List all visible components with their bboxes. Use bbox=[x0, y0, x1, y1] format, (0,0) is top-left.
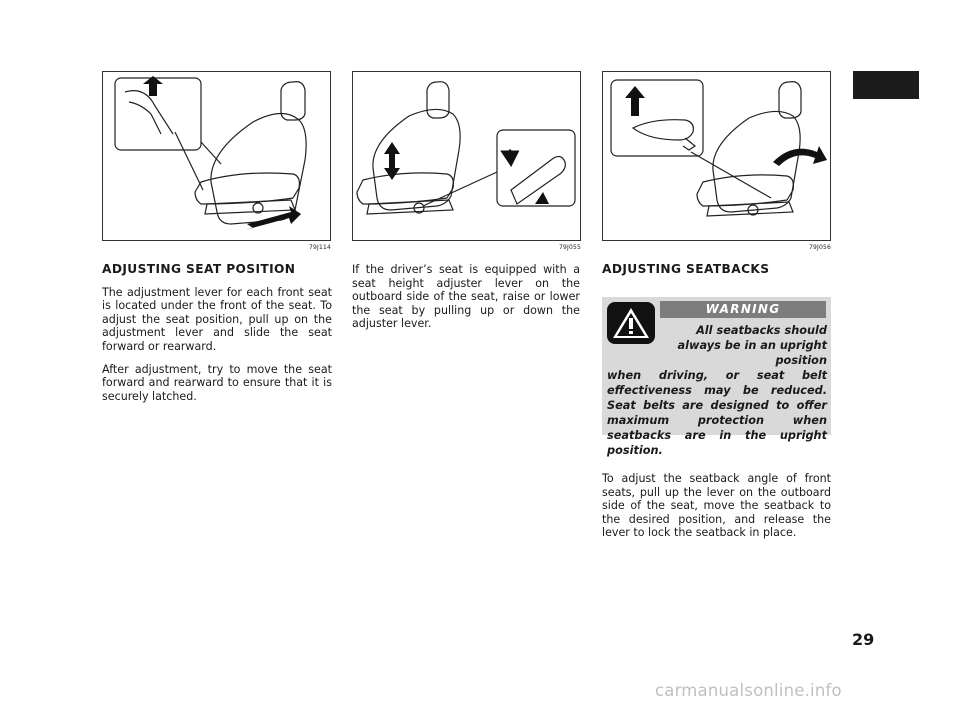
body-paragraph: After adjustment, try to move the seat forward and rearward to ensure that it is securely latched. bbox=[102, 362, 332, 403]
warning-box bbox=[602, 297, 831, 457]
page-number: 29 bbox=[852, 630, 875, 649]
figure-seatback bbox=[602, 71, 831, 241]
figure-code: 79J114 bbox=[308, 244, 331, 251]
figure-seat-height bbox=[352, 71, 581, 241]
section-tab-marker bbox=[853, 71, 919, 99]
column-seatbacks-body bbox=[602, 472, 831, 549]
body-paragraph: The adjustment lever for each front seat is located under the front of the seat. To adjust the seat position, pull up on the adjustment lever and slide the seat forward or rearward. bbox=[102, 285, 332, 353]
seat-slide-illustration bbox=[103, 72, 330, 240]
body-paragraph: To adjust the seatback angle of front seats, pull up the lever on the outboard side of the seat, move the seatback to the desired position, and release the lever to lock the seatback in place. bbox=[602, 472, 831, 540]
seat-height-illustration bbox=[353, 72, 580, 240]
figure-seat-position bbox=[102, 71, 331, 241]
warning-text bbox=[607, 323, 827, 458]
body-paragraph: If the driver’s seat is equipped with a seat height adjuster lever on the outboard side of the seat, raise or lower the seat by pulling up or down the adjuster lever. bbox=[352, 263, 580, 331]
column-seat-position bbox=[102, 263, 332, 412]
section-heading: ADJUSTING SEAT POSITION bbox=[102, 262, 296, 276]
figure-code: 79J056 bbox=[808, 244, 831, 251]
column-seat-height bbox=[352, 263, 580, 340]
figure-code: 79J055 bbox=[558, 244, 581, 251]
warning-label: WARNING bbox=[660, 301, 826, 318]
section-heading: ADJUSTING SEATBACKS bbox=[602, 262, 770, 276]
watermark: carmanualsonline.info bbox=[655, 681, 842, 700]
warning-line-1: All seatbacks should always be in an upright position bbox=[677, 324, 827, 367]
column-seatbacks-heading bbox=[602, 263, 831, 286]
warning-line-rest: when driving, or seat belt effectiveness may be reduced. Seat belts are designed to offer maximum protection when seatbacks are in the upright position. bbox=[607, 369, 827, 457]
seatback-illustration bbox=[603, 72, 830, 240]
